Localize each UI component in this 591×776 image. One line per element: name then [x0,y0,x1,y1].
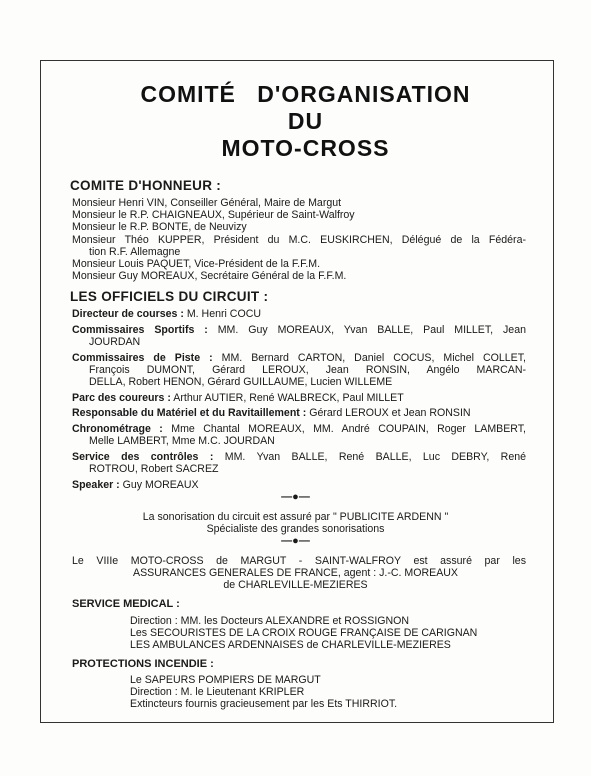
officiel-entry [72,451,526,463]
separator: —●— [281,535,310,547]
officiel-names: M. Henri COCU [186,308,261,320]
title-line-1: COMITÉ D'ORGANISATION [140,81,471,107]
assurance-line: de CHARLEVILLE-MEZIERES [223,579,368,591]
honneur-line: Monsieur Guy MOREAUX, Secrétaire Général de la F.F.M. [72,270,347,282]
title-line-3: MOTO-CROSS [221,135,390,161]
incendie-line: Extincteurs fournis gracieusement par les Ets THIRRIOT. [130,698,398,710]
separator: —●— [281,491,310,503]
officiel-names: MM. Bernard CARTON, Daniel COCUS, Michel COLLET, [221,352,526,364]
officiel-names: MM. Guy MOREAUX, Yvan BALLE, Paul MILLET, Jean [217,324,526,336]
officiel-role: Chronométrage : [72,423,163,435]
medical-line: Direction : MM. les Docteurs ALEXANDRE et ROSSIGNON [130,615,410,627]
officiel-entry [72,392,404,404]
officiel-entry [72,479,199,491]
officiel-entry [72,423,526,435]
officiel-role: Parc des coureurs : [72,392,171,404]
medical-line: Les SECOURISTES DE LA CROIX ROUGE FRANÇAISE DE CARIGNAN [130,627,478,639]
officiel-role: Responsable du Matériel et du Ravitaillement : [72,407,307,419]
incendie-heading: PROTECTIONS INCENDIE : [72,658,214,670]
officiel-role: Directeur de courses : [72,308,184,320]
honneur-line: Monsieur le R.P. CHAIGNEAUX, Supérieur de Saint-Walfroy [72,209,355,221]
sonorisation-line: Spécialiste des grandes sonorisations [206,523,385,535]
officiel-names: Mme Chantal MOREAUX, MM. André COUPAIN, Roger LAMBERT, [171,423,526,435]
officiel-names-cont: François DUMONT, Gérard LEROUX, Jean RONSIN, Angélo MARCAN- [89,364,526,376]
officiel-role: Speaker : [72,479,120,491]
officiel-role: Commissaires Sportifs : [72,324,208,336]
title-line-2: DU [287,108,324,134]
officiel-entry [72,324,526,336]
officiel-names-cont: JOURDAN [89,336,141,348]
honneur-line: Monsieur le R.P. BONTE, de Neuvizy [72,221,247,233]
assurance-line: Le VIIIe MOTO-CROSS de MARGUT - SAINT-WALFROY est assuré par les [72,555,526,567]
officiel-role: Service des contrôles : [72,451,214,463]
officiel-entry [72,407,471,419]
incendie-line: Direction : M. le Lieutenant KRIPLER [130,686,305,698]
sonorisation-line: La sonorisation du circuit est assuré par " PUBLICITE ARDENN " [142,511,449,523]
medical-heading: SERVICE MEDICAL : [72,598,180,610]
officiel-names-cont: Melle LAMBERT, Mme M.C. JOURDAN [89,435,275,447]
honneur-line: Monsieur Henri VIN, Conseiller Général, Maire de Margut [72,197,342,209]
officiel-entry [72,352,526,364]
officiel-names-cont: DELLA, Robert HENON, Gérard GUILLAUME, Lucien WILLEME [89,376,393,388]
honneur-line: tion R.F. Allemagne [89,246,181,258]
incendie-line: Le SAPEURS POMPIERS DE MARGUT [130,674,321,686]
officiel-names-cont: ROTROU, Robert SACREZ [89,463,219,475]
assurance-line: ASSURANCES GENERALES DE FRANCE, agent : J.-C. MOREAUX [133,567,458,579]
officiel-names: MM. Yvan BALLE, René BALLE, Luc DEBRY, René [224,451,527,463]
medical-line: LES AMBULANCES ARDENNAISES de CHARLEVILLE-MEZIERES [130,639,451,651]
officiels-heading: LES OFFICIELS DU CIRCUIT : [70,289,269,304]
officiel-names: Gérard LEROUX et Jean RONSIN [309,407,471,419]
honneur-line: Monsieur Louis PAQUET, Vice-Président de la F.F.M. [72,258,321,270]
comite-honneur-heading: COMITE D'HONNEUR : [70,178,222,193]
officiel-role: Commissaires de Piste : [72,352,213,364]
officiel-names: Guy MOREAUX [122,479,199,491]
officiel-entry [72,308,261,320]
honneur-line: Monsieur Théo KUPPER, Président du M.C. EUSKIRCHEN, Délégué de la Fédéra- [72,234,526,246]
officiel-names: Arthur AUTIER, René WALBRECK, Paul MILLET [173,392,404,404]
